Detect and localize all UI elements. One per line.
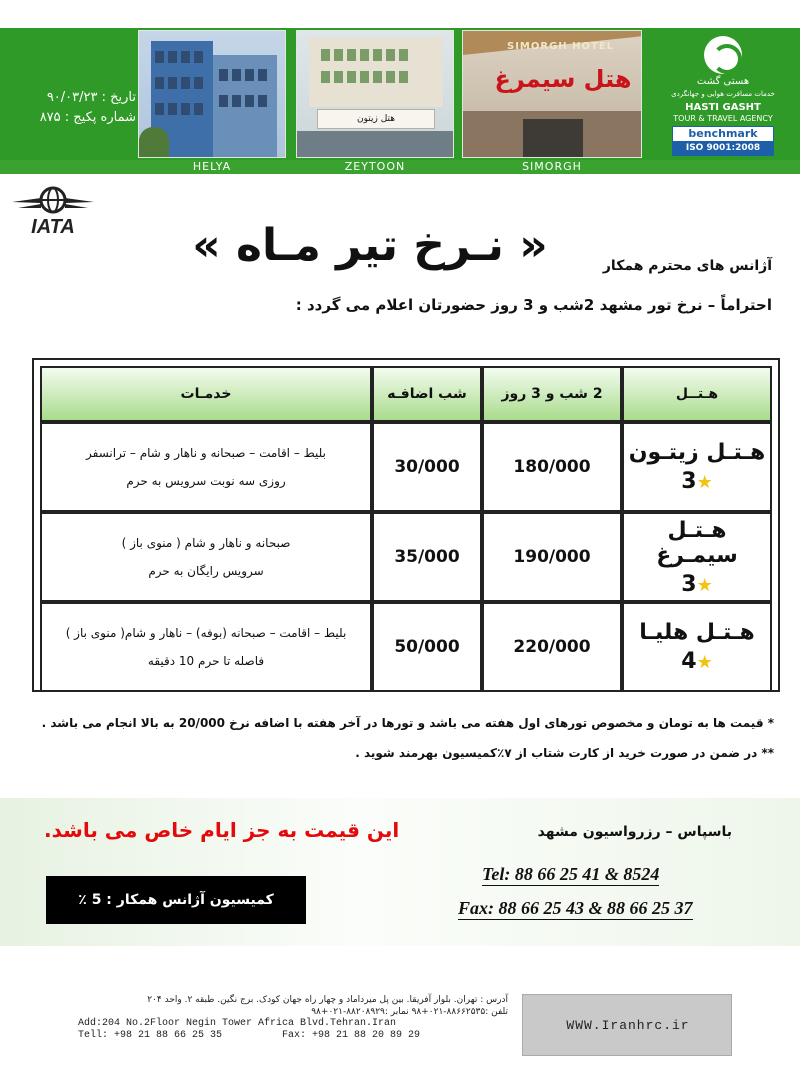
simorgh-sign-en: SIMORGH HOTEL xyxy=(507,41,615,52)
telephone-numbers: Tel: 88 66 25 41 & 8524 xyxy=(482,864,660,884)
zeytoon-sign: هتل زیتون xyxy=(317,109,435,129)
services-cell xyxy=(40,422,372,512)
hotel-rating xyxy=(624,572,770,597)
iata-globe-icon xyxy=(10,186,96,218)
benchmark-label: benchmark xyxy=(688,127,758,140)
hotel-cell xyxy=(622,422,772,512)
address-fa: آدرس : تهران. بلوار آفریقا. بین پل میرداماد و چهار راه جهان کودک. برج نگین. طبقه ۲. واحد ۲۰۴ xyxy=(147,995,508,1005)
website-link[interactable]: WWW.Iranhrc.ir xyxy=(566,1018,690,1033)
services-line: صبحانه و ناهار و شام ( منوی باز ) xyxy=(121,536,291,550)
contact-band xyxy=(0,798,800,946)
logo-name-en: HASTI GASHT xyxy=(685,102,761,113)
caption-helya: HELYA xyxy=(192,160,232,173)
hotel-rating xyxy=(624,469,770,494)
extra-night-price: 35/000 xyxy=(372,512,482,602)
services-line: سرویس رایگان به حرم xyxy=(148,564,264,578)
photo-caption-strip xyxy=(0,160,800,174)
header-extra-night: شب اضافـه xyxy=(372,366,482,422)
services-cell xyxy=(40,602,372,692)
caption-simorgh: SIMORGH xyxy=(522,160,582,173)
agency-commission-box: کمیسیون آژانس همکار : 5 ٪ xyxy=(46,876,306,924)
extra-night-price: 50/000 xyxy=(372,602,482,692)
table-row xyxy=(40,602,772,692)
card-discount-note: ** در ضمن در صورت خرید از کارت شتاب از ۷٪کمیسیون بهرمند شوید . xyxy=(355,746,774,760)
star-icon: ★ xyxy=(696,652,713,673)
special-days-note: این قیمت به جز ایام خاص می باشد. xyxy=(44,818,400,842)
date-line: تاریخ : ۹۰/۰۳/۲۳ xyxy=(46,90,136,105)
table-row xyxy=(40,422,772,512)
price-note: * قیمت ها به تومان و مخصوص تورهای اول هفته می باشد و تورها در آخر هفته با اضافه نرخ 20/000 به بالا انجام می باشد . xyxy=(41,716,774,730)
iata-label: IATA xyxy=(31,216,75,238)
package-price: 190/000 xyxy=(482,512,622,602)
hotel-name: هـتـل زیتـون xyxy=(628,440,766,465)
table-header-row xyxy=(40,366,772,422)
logo-subtitle-fa: خدمات مسافرت هوایی و جهانگردی xyxy=(671,90,775,98)
header-package: 2 شب و 3 روز xyxy=(482,366,622,422)
iata-logo xyxy=(10,186,96,240)
hotel-rating xyxy=(624,649,770,674)
services-line: روزی سه نوبت سرویس به حرم xyxy=(126,474,286,488)
header-hotel: هـتــل xyxy=(622,366,772,422)
services-line: بلیط – اقامت – صبحانه و ناهار و شام – ترانسفر xyxy=(86,446,326,460)
website-box xyxy=(522,994,732,1056)
helya-hotel-photo xyxy=(138,30,286,158)
package-info xyxy=(8,88,136,128)
iso-label: ISO 9001:2008 xyxy=(673,141,773,155)
greeting: آژانس های محترم همکار xyxy=(602,258,772,274)
header-services: خدمـات xyxy=(40,366,372,422)
package-number: شماره پکیج : ۸۷۵ xyxy=(39,110,136,125)
table-row xyxy=(40,512,772,602)
services-line: فاصله تا حرم 10 دقیقه xyxy=(147,654,265,668)
star-count: 3 xyxy=(681,571,697,597)
package-price: 180/000 xyxy=(482,422,622,512)
header-band xyxy=(0,28,800,160)
star-count: 4 xyxy=(681,649,697,674)
package-price: 220/000 xyxy=(482,602,622,692)
phones-en: Tell: +98 21 88 66 25 35 Fax: +98 21 88 20 89 29 xyxy=(78,1030,421,1041)
extra-night-price: 30/000 xyxy=(372,422,482,512)
star-icon: ★ xyxy=(696,472,713,493)
services-line: بلیط – اقامت – صبحانه (بوفه) – ناهار و شام( منوی باز ) xyxy=(65,626,347,640)
booking-signoff: باسپاس – رزرواسیون مشهد xyxy=(537,824,732,840)
logo-mark-icon xyxy=(704,36,742,74)
simorgh-sign-fa: هتل سیمرغ xyxy=(494,65,632,93)
hotel-cell xyxy=(622,512,772,602)
services-cell xyxy=(40,512,372,602)
footer-contact xyxy=(78,994,508,1042)
star-count: 3 xyxy=(681,469,697,494)
logo-name-fa: هستی گشت xyxy=(696,76,750,87)
hasti-gasht-logo xyxy=(660,32,786,158)
star-icon: ★ xyxy=(696,574,713,596)
hotel-cell xyxy=(622,602,772,692)
price-table xyxy=(40,366,772,692)
intro-text: احتراماً – نرخ تور مشهد 2شب و 3 روز حضورتان اعلام می گردد : xyxy=(295,296,772,314)
iso-certification-badge xyxy=(672,126,774,156)
address-en: Add:204 No.2Floor Negin Tower Africa Blvd.Tehran.Iran xyxy=(78,1018,397,1029)
caption-zeytoon: ZEYTOON xyxy=(344,160,406,173)
zeytoon-hotel-photo xyxy=(296,30,454,158)
price-table-frame xyxy=(32,358,780,692)
hotel-name: هـتـل هلیـا xyxy=(639,620,755,645)
fax-numbers: Fax: 88 66 25 43 & 88 66 25 37 xyxy=(458,898,693,918)
page-title: « نـرخ تیر مـاه » xyxy=(192,220,548,271)
hotel-name: هـتـل سیمـرغ xyxy=(656,517,738,568)
phones-fa: تلفن :۸۸۶۶۲۵۳۵-۰۲۱+۹۸ نمابر :۸۸۲۰۸۹۲۹-۰۲۱+۹۸ xyxy=(311,1007,508,1017)
simorgh-hotel-photo xyxy=(462,30,642,158)
logo-tagline-en: TOUR & TRAVEL AGENCY xyxy=(673,114,773,123)
